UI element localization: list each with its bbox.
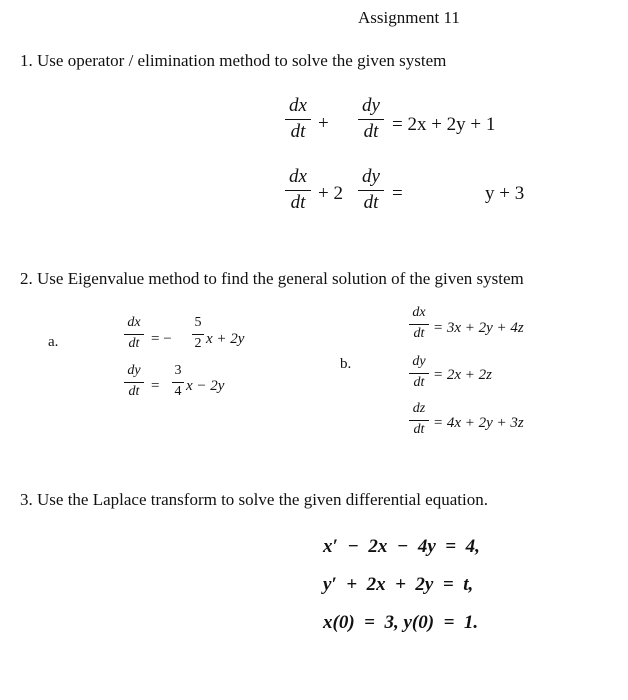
page-title: Assignment 11 bbox=[358, 8, 460, 27]
fraction-dy-dt: dy dt bbox=[358, 167, 384, 213]
fraction-dx-dt: dx dt bbox=[409, 306, 429, 341]
laplace-equation-1: x′ − 2x − 4y = 4, bbox=[323, 536, 480, 557]
question-3-prompt: 3. Use the Laplace transform to solve the given differential equation. bbox=[20, 490, 488, 509]
question-2-prompt: 2. Use Eigenvalue method to find the general solution of the given system bbox=[20, 269, 524, 288]
fraction-dx-dt: dx dt bbox=[285, 167, 311, 213]
fraction-dy-dt: dy dt bbox=[409, 355, 429, 390]
part-a-label: a. bbox=[48, 334, 59, 350]
laplace-equation-2: y′ + 2x + 2y = t, bbox=[323, 574, 474, 595]
fraction-dy-dt: dy dt bbox=[358, 96, 384, 142]
fraction-dx-dt: dx dt bbox=[124, 316, 144, 351]
fraction-3-4: 3 4 bbox=[172, 364, 184, 399]
fraction-5-2: 5 2 bbox=[192, 316, 204, 351]
fraction-dz-dt: dz dt bbox=[409, 402, 429, 437]
fraction-dy-dt: dy dt bbox=[124, 364, 144, 399]
fraction-dx-dt: dx dt bbox=[285, 96, 311, 142]
part-b-label: b. bbox=[340, 356, 352, 372]
question-1-prompt: 1. Use operator / elimination method to solve the given system bbox=[20, 51, 447, 70]
laplace-initial-conditions: x(0) = 3, y(0) = 1. bbox=[323, 612, 479, 633]
